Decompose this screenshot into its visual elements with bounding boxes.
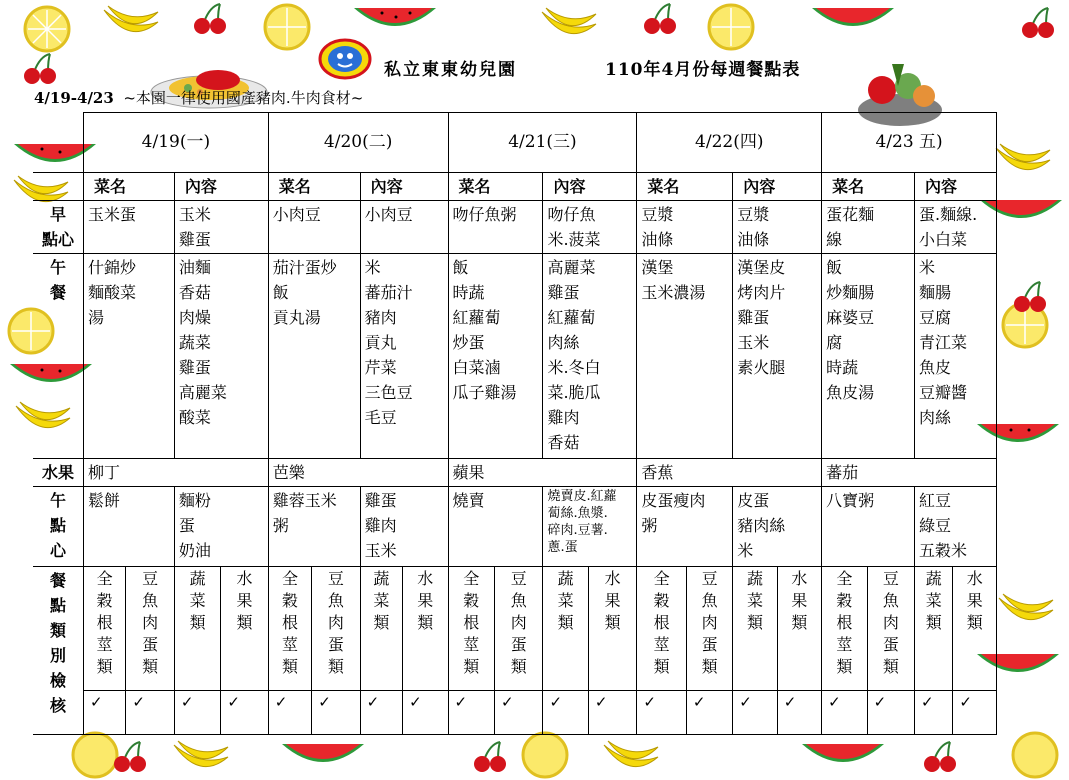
weekly-menu-table bbox=[33, 112, 997, 735]
breakfast-content: 小肉豆 bbox=[360, 201, 448, 254]
breakfast-label: 早 點心 bbox=[33, 201, 83, 254]
check-mark: ✓ bbox=[126, 691, 174, 735]
check-mark: ✓ bbox=[867, 691, 914, 735]
check-mark: ✓ bbox=[360, 691, 402, 735]
pm-content: 麵粉 蛋 奶油 bbox=[174, 487, 268, 567]
page-title: 110年4月份每週餐點表 bbox=[605, 60, 801, 80]
food-group-vegetables: 蔬 菜 類 bbox=[360, 567, 402, 691]
cherry-icon bbox=[640, 2, 682, 36]
food-group-grains: 全 穀 根 莖 類 bbox=[268, 567, 311, 691]
pm-dish: 鬆餅 bbox=[83, 487, 174, 567]
check-mark: ✓ bbox=[588, 691, 636, 735]
food-group-check-label: 餐 點 類 別 檢 核 bbox=[33, 567, 83, 735]
cherry-icon bbox=[1010, 280, 1052, 314]
banana-icon bbox=[538, 4, 600, 44]
lunch-dish: 飯 時蔬 紅蘿蔔 炒蛋 白菜滷 瓜子雞湯 bbox=[448, 254, 543, 459]
food-group-grains: 全 穀 根 莖 類 bbox=[448, 567, 494, 691]
week-range-line bbox=[34, 87, 363, 108]
fruit-row bbox=[33, 459, 997, 487]
lemon-slice-icon bbox=[22, 4, 72, 54]
fruit-cell: 蘋果 bbox=[448, 459, 637, 487]
check-mark: ✓ bbox=[221, 691, 268, 735]
lemon-slice-icon bbox=[262, 2, 312, 52]
banana-icon bbox=[992, 140, 1054, 180]
lunch-content: 漢堡皮 烤肉片 雞蛋 玉米 素火腿 bbox=[733, 254, 822, 459]
cherry-icon bbox=[190, 2, 232, 36]
lunch-dish: 茄汁蛋炒 飯 貢丸湯 bbox=[268, 254, 360, 459]
day-header: 4/23 五) bbox=[822, 113, 997, 173]
food-group-vegetables: 蔬 菜 類 bbox=[733, 567, 777, 691]
cherry-icon bbox=[470, 740, 512, 774]
check-mark: ✓ bbox=[915, 691, 953, 735]
breakfast-content: 豆漿 油條 bbox=[733, 201, 822, 254]
food-group-protein: 豆 魚 肉 蛋 類 bbox=[126, 567, 174, 691]
banana-icon bbox=[600, 737, 662, 777]
lunch-content: 高麗菜 雞蛋 紅蘿蔔 肉絲 米.冬白 菜.脆瓜 雞肉 香菇 bbox=[543, 254, 637, 459]
lemon-slice-icon bbox=[520, 730, 570, 780]
food-group-vegetables: 蔬 菜 類 bbox=[174, 567, 220, 691]
cherry-icon bbox=[920, 740, 962, 774]
check-mark: ✓ bbox=[403, 691, 448, 735]
lunch-dish: 什錦炒 麵酸菜 湯 bbox=[83, 254, 174, 459]
afternoon-snack-label: 午 點 心 bbox=[33, 487, 83, 567]
food-group-protein: 豆 魚 肉 蛋 類 bbox=[312, 567, 360, 691]
cherry-icon bbox=[110, 740, 152, 774]
food-group-fruit: 水 果 類 bbox=[953, 567, 997, 691]
fruit-cell: 芭樂 bbox=[268, 459, 448, 487]
check-mark: ✓ bbox=[268, 691, 311, 735]
breakfast-dish: 小肉豆 bbox=[268, 201, 360, 254]
check-mark: ✓ bbox=[83, 691, 125, 735]
dish-header: 菜名 bbox=[83, 173, 174, 201]
school-name: 私立東東幼兒園 bbox=[384, 60, 517, 80]
week-range: 4/19-4/23 bbox=[34, 89, 114, 107]
check-mark: ✓ bbox=[543, 691, 588, 735]
check-mark: ✓ bbox=[686, 691, 732, 735]
food-group-vegetables: 蔬 菜 類 bbox=[543, 567, 588, 691]
breakfast-content: 玉米 雞蛋 bbox=[174, 201, 268, 254]
breakfast-content: 蛋.麵線. 小白菜 bbox=[915, 201, 997, 254]
food-group-grains: 全 穀 根 莖 類 bbox=[822, 567, 867, 691]
breakfast-row bbox=[33, 201, 997, 254]
lunch-label: 午 餐 bbox=[33, 254, 83, 459]
corner-cell bbox=[33, 113, 83, 173]
lunch-content: 米 蕃茄汁 豬肉 貢丸 芹菜 三色豆 毛豆 bbox=[360, 254, 448, 459]
subheader-row bbox=[33, 173, 997, 201]
food-group-fruit: 水 果 類 bbox=[221, 567, 268, 691]
pm-content: 皮蛋 豬肉絲 米 bbox=[733, 487, 822, 567]
afternoon-snack-row bbox=[33, 487, 997, 567]
breakfast-dish: 玉米蛋 bbox=[83, 201, 174, 254]
pm-dish: 雞蓉玉米 粥 bbox=[268, 487, 360, 567]
breakfast-content: 吻仔魚 米.菠菜 bbox=[543, 201, 637, 254]
lunch-content: 米 麵腸 豆腐 青江菜 魚皮 豆瓣醬 肉絲 bbox=[915, 254, 997, 459]
food-group-grains: 全 穀 根 莖 類 bbox=[637, 567, 686, 691]
lunch-content: 油麵 香菇 肉燥 蔬菜 雞蛋 高麗菜 酸菜 bbox=[174, 254, 268, 459]
breakfast-dish: 吻仔魚粥 bbox=[448, 201, 543, 254]
food-group-vegetables: 蔬 菜 類 bbox=[915, 567, 953, 691]
food-group-protein: 豆 魚 肉 蛋 類 bbox=[686, 567, 732, 691]
check-mark: ✓ bbox=[777, 691, 821, 735]
pm-dish: 皮蛋瘦肉 粥 bbox=[637, 487, 733, 567]
content-header: 內容 bbox=[543, 173, 637, 201]
lunch-row bbox=[33, 254, 997, 459]
pm-content: 雞蛋 雞肉 玉米 bbox=[360, 487, 448, 567]
pm-dish: 八寶粥 bbox=[822, 487, 915, 567]
check-mark: ✓ bbox=[953, 691, 997, 735]
dish-header: 菜名 bbox=[637, 173, 733, 201]
breakfast-dish: 蛋花麵 線 bbox=[822, 201, 915, 254]
date-row bbox=[33, 113, 997, 173]
banana-icon bbox=[170, 737, 232, 777]
check-mark: ✓ bbox=[637, 691, 686, 735]
lemon-slice-icon bbox=[706, 2, 756, 52]
pm-content: 燒賣皮.紅蘿 蔔絲.魚漿. 碎肉.豆薯. 蔥.蛋 bbox=[543, 487, 637, 567]
fruit-cell: 蕃茄 bbox=[822, 459, 997, 487]
check-mark: ✓ bbox=[448, 691, 494, 735]
watermelon-icon bbox=[280, 740, 366, 770]
day-header: 4/21(三) bbox=[448, 113, 637, 173]
food-group-protein: 豆 魚 肉 蛋 類 bbox=[494, 567, 542, 691]
check-mark: ✓ bbox=[822, 691, 867, 735]
check-mark: ✓ bbox=[174, 691, 220, 735]
food-group-fruit: 水 果 類 bbox=[403, 567, 448, 691]
check-mark: ✓ bbox=[733, 691, 777, 735]
banana-icon bbox=[995, 590, 1057, 630]
check-mark: ✓ bbox=[312, 691, 360, 735]
food-group-fruit: 水 果 類 bbox=[588, 567, 636, 691]
lemon-slice-icon bbox=[1010, 730, 1060, 780]
watermelon-icon bbox=[800, 740, 886, 770]
day-header: 4/19(一) bbox=[83, 113, 268, 173]
lunch-dish: 飯 炒麵腸 麻婆豆 腐 時蔬 魚皮湯 bbox=[822, 254, 915, 459]
pm-content: 紅豆 綠豆 五穀米 bbox=[915, 487, 997, 567]
dish-header: 菜名 bbox=[448, 173, 543, 201]
school-logo-icon bbox=[318, 38, 372, 80]
fruit-cell: 香蕉 bbox=[637, 459, 822, 487]
watermelon-icon bbox=[810, 4, 896, 34]
content-header: 內容 bbox=[360, 173, 448, 201]
watermelon-icon bbox=[352, 4, 438, 34]
dish-header: 菜名 bbox=[822, 173, 915, 201]
content-header: 內容 bbox=[915, 173, 997, 201]
food-group-grains: 全 穀 根 莖 類 bbox=[83, 567, 125, 691]
cherry-icon bbox=[1018, 6, 1060, 40]
food-group-row bbox=[33, 567, 997, 691]
breakfast-dish: 豆漿 油條 bbox=[637, 201, 733, 254]
fruit-cell: 柳丁 bbox=[83, 459, 268, 487]
pm-dish: 燒賣 bbox=[448, 487, 543, 567]
cherry-icon bbox=[20, 52, 62, 86]
day-header: 4/20(二) bbox=[268, 113, 448, 173]
corner-cell bbox=[33, 173, 83, 201]
dish-header: 菜名 bbox=[268, 173, 360, 201]
content-header: 內容 bbox=[733, 173, 822, 201]
food-group-fruit: 水 果 類 bbox=[777, 567, 821, 691]
food-group-protein: 豆 魚 肉 蛋 類 bbox=[867, 567, 914, 691]
day-header: 4/22(四) bbox=[637, 113, 822, 173]
lunch-dish: 漢堡 玉米濃湯 bbox=[637, 254, 733, 459]
fruit-label: 水果 bbox=[33, 459, 83, 487]
check-mark: ✓ bbox=[494, 691, 542, 735]
banana-icon bbox=[100, 2, 162, 42]
check-row bbox=[33, 691, 997, 735]
content-header: 內容 bbox=[174, 173, 268, 201]
meat-notice: ~本園一律使用國產豬肉.牛肉食材~ bbox=[123, 89, 364, 107]
